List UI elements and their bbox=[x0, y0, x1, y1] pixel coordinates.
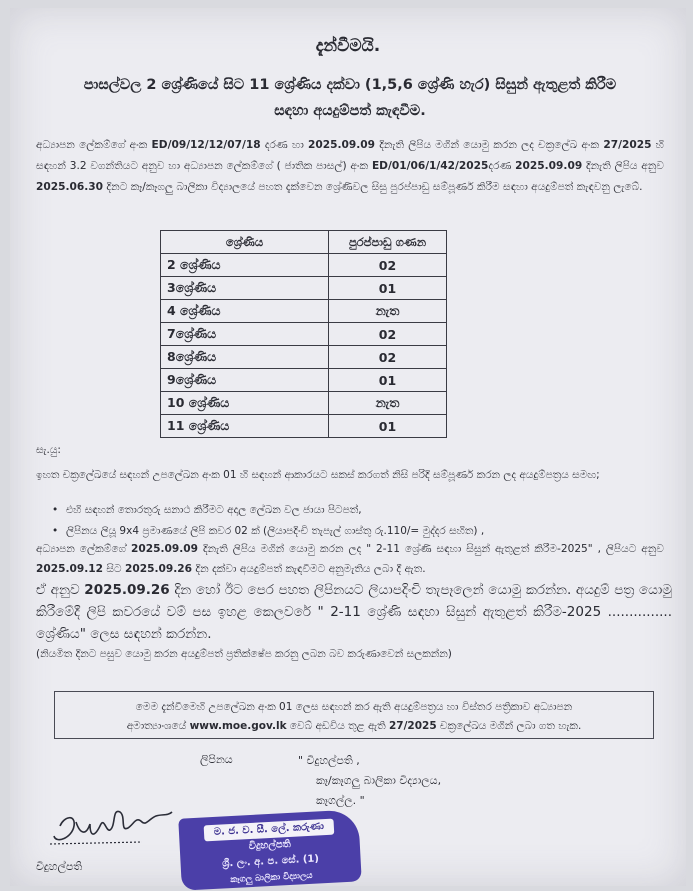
address-line-3: කෑගල්ල. " bbox=[316, 794, 365, 807]
submission-text: ඒ අනුව bbox=[36, 582, 85, 598]
stamp-title: විදුහල්පති bbox=[248, 838, 292, 853]
table-row bbox=[161, 300, 447, 323]
approval-text: සිට bbox=[103, 563, 125, 575]
grade-cell: 10 ශ්‍රේණිය bbox=[161, 392, 329, 415]
vacancy-cell: නැත bbox=[329, 300, 447, 323]
vacancy-cell: 01 bbox=[329, 415, 447, 438]
grade-cell: 9ශ්‍රේණිය bbox=[161, 369, 329, 392]
period-start-date: 2025.09.12 bbox=[36, 563, 104, 575]
table-row bbox=[161, 277, 447, 300]
principal-signature bbox=[46, 786, 176, 856]
date-2: 2025.09.09 bbox=[515, 160, 583, 172]
address-label: ලිපිනය bbox=[200, 753, 233, 766]
subtitle-line-2: සඳහා අයදුම්පත් කැඳවීම. bbox=[274, 103, 426, 119]
postal-address bbox=[298, 751, 441, 811]
intro-paragraph bbox=[36, 135, 664, 198]
notice-subtitle bbox=[40, 72, 660, 124]
table-row bbox=[161, 415, 447, 438]
table-row bbox=[161, 254, 447, 277]
table-row bbox=[161, 369, 447, 392]
table-row bbox=[161, 346, 447, 369]
deadline-date: 2025.09.26 bbox=[84, 582, 170, 598]
intro-text: දිනැති ලිපිය අනුව bbox=[582, 160, 664, 172]
download-info-text: වෙබ් අඩවිය තුළ ඇති bbox=[286, 720, 389, 732]
approval-text: දිනැති ලිපිය මගින් යොමු කරන ලද " 2-11 ශ්‍රේණි සඳහා සිසුන් ඇතුළත් කිරීම-2025" , ලිපියට අනුව bbox=[198, 543, 664, 555]
column-header-vacancies: පුරප්පාඩු ගණන bbox=[329, 231, 447, 254]
intro-text: දරණ bbox=[488, 160, 516, 172]
stamp-school: කෑගලු බාලිකා විද්‍යාලය bbox=[230, 870, 313, 886]
note-intro: ඉහත චක්‍රලේඛයේ සඳහන් උපලේඛන අංක 01 හි සඳහන් ආකාරයට සකස් කරගත් නිසි පරිදි සම්පූර්ණ කරන ලද අයදුම්පත්‍රය සමඟ; bbox=[36, 469, 600, 481]
intro-text: හි සඳහන් 3.2 වගන්තියට අනුව හා අධ්‍යාපන ලේකම්ගේ ( ජාතික පාසල්) අංක bbox=[36, 139, 664, 172]
period-end-date: 2025.09.26 bbox=[125, 563, 193, 575]
table-row bbox=[161, 392, 447, 415]
intro-text: දිනට කෑ/කෑගලු බාලිකා විද්‍යාලයේ පහත දැක්වෙන ශ්‍රේණිවල සිසු පුරප්පාඩු සම්පූර්ණ කිරීම සඳහා අයදුම්පත් කැඳවනු ලැබේ. bbox=[103, 181, 643, 193]
vacancy-cell: 02 bbox=[329, 254, 447, 277]
download-info-text: අමාත්‍යාංශයේ bbox=[126, 720, 190, 732]
ministry-website-link[interactable]: www.moe.gov.lk bbox=[189, 720, 287, 732]
notice-title: දැන්වීමයි. bbox=[315, 36, 381, 56]
note-label: සැ.යු: bbox=[36, 444, 61, 456]
reference-number-1: ED/09/12/12/07/18 bbox=[151, 139, 261, 151]
list-item: • එහි සඳහන් තොරතුරු සනාථ කිරීමට අදාල ලේඛන වල ජායා පිටපත්, bbox=[66, 500, 666, 521]
date-3: 2025.06.30 bbox=[36, 181, 104, 193]
vacancy-cell: නැත bbox=[329, 392, 447, 415]
address-line-2: කෑ/කෑගලු බාලිකා විද්‍යාලය, bbox=[316, 774, 442, 787]
rejection-note: (නියමිත දිනට පසුව යොමු කරන අයදුම්පත් ප්‍රතික්ෂේප කරනු ලබන බව කරුණාවෙන් සලකන්න) bbox=[36, 648, 452, 660]
vacancy-cell: 01 bbox=[329, 277, 447, 300]
reference-number-2: ED/01/06/1/42/2025 bbox=[371, 160, 489, 172]
grade-cell: 4 ශ්‍රේණිය bbox=[161, 300, 329, 323]
download-info-line-2 bbox=[55, 717, 653, 736]
requirements-list bbox=[66, 500, 666, 542]
vacancy-table bbox=[160, 230, 447, 438]
grade-cell: 8ශ්‍රේණිය bbox=[161, 346, 329, 369]
submission-paragraph bbox=[36, 579, 672, 645]
download-info-text: චක්‍රලේඛය මගින් ලබා ගත හැක. bbox=[436, 720, 582, 732]
table-header-row bbox=[161, 231, 447, 254]
stamp-grade: ශ්‍රී. ලං. අ. ප. සේ. (1) bbox=[222, 853, 320, 870]
intro-text: අධ්‍යාපන ලේකම්ගේ අංක bbox=[36, 139, 152, 151]
vacancy-cell: 02 bbox=[329, 323, 447, 346]
grade-cell: 7ශ්‍රේණිය bbox=[161, 323, 329, 346]
notice-page bbox=[10, 8, 686, 886]
principal-title: විදුහල්පති bbox=[36, 860, 83, 873]
circular-number: 27/2025 bbox=[603, 139, 652, 151]
stamp-name: ම. ජ. ව. සී. ලේ. කරුණා bbox=[204, 819, 335, 842]
vacancy-cell: 01 bbox=[329, 369, 447, 392]
table-row bbox=[161, 323, 447, 346]
list-item: • ලිපිනය ලියූ 9x4 ප්‍රමාණයේ ලිපි කවර 02 ක් (ලියාපදිංචි තැපැල් ගාස්තු රු.110/= මුද්දර සහිත) , bbox=[66, 521, 666, 542]
column-header-grade: ශ්‍රේණිය bbox=[161, 231, 329, 254]
submission-text: දින හෝ ඊට පෙර පහත ලිපිනයට ලියාපදිංචි තැපෑලෙන් යොමු කරන්න. අයදුම් පත්‍ර යොමු කිරීමේදී ලිපි කවරයේ වම් පස ඉහළ කෙලවරේ " 2-11 ශ්‍රේණි සඳහා සිසුන් ඇතුළත් කිරීම-2025 ............... ශ්‍රේණිය" ලෙස සඳහන් කරන්න. bbox=[36, 582, 672, 642]
grade-cell: 11 ශ්‍රේණිය bbox=[161, 415, 329, 438]
approval-paragraph bbox=[36, 539, 664, 579]
intro-text: දරණ හා bbox=[260, 139, 308, 151]
date-1: 2025.09.09 bbox=[307, 139, 376, 151]
approval-text: දින දක්වා අයදුම්පත් කැඳවීමට අනුමැතිය ලබා දී ඇත. bbox=[192, 563, 426, 575]
approval-date: 2025.09.09 bbox=[131, 543, 199, 555]
download-info-line-1: මෙම දැන්වීමෙහි උපලේඛන අංක 01 ලෙස සඳහන් කර ඇති අයදුම්පත්‍රය හා විස්තර පත්‍රිකාව අධ්‍යාපන bbox=[135, 701, 573, 713]
circular-number: 27/2025 bbox=[388, 720, 437, 732]
approval-text: අධ්‍යාපන ලේකම්ගේ bbox=[36, 543, 132, 555]
official-stamp bbox=[178, 809, 362, 890]
address-line-1: " විදුහල්පති , bbox=[298, 754, 360, 767]
intro-text: දිනැති ලිපිය මගින් යොමු කරන ලද චක්‍රලේඛ අංක bbox=[375, 139, 604, 151]
grade-cell: 2 ශ්‍රේණිය bbox=[161, 254, 329, 277]
download-info-box bbox=[54, 691, 654, 739]
vacancy-cell: 02 bbox=[329, 346, 447, 369]
subtitle-line-1: පාසල්වල 2 ශ්‍රේණියේ සිට 11 ශ්‍රේණිය දක්වා (1,5,6 ශ්‍රේණි හැර) සිසුන් ඇතුළත් කිරීම bbox=[83, 77, 617, 93]
grade-cell: 3ශ්‍රේණිය bbox=[161, 277, 329, 300]
